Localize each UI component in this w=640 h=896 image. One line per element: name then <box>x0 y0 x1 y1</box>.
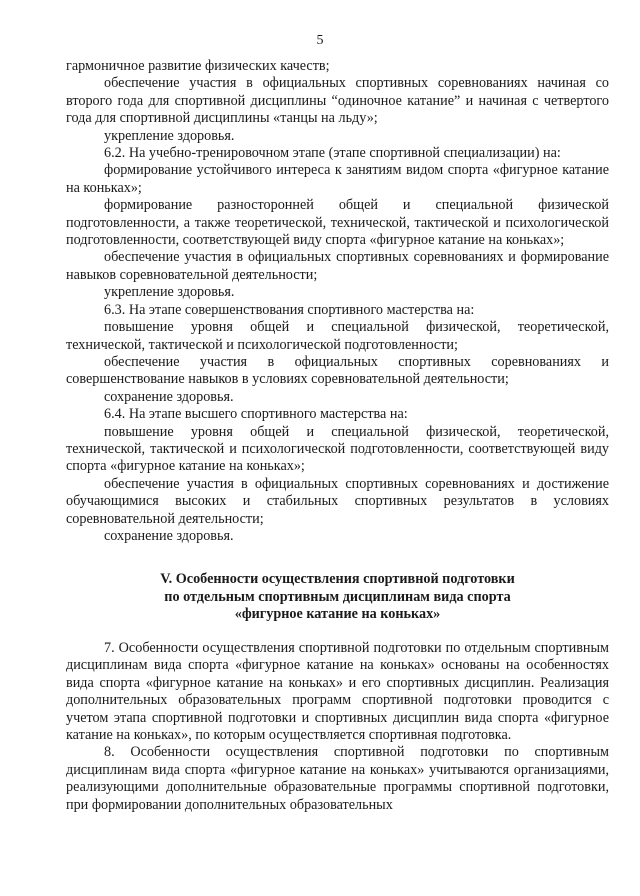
paragraph: гармоничное развитие физических качеств; <box>66 58 330 74</box>
paragraph: формирование разносторонней общей и специальной физической подготовленности, а также теоретической, технической, тактической и психологической подготовленности, соответствующей виду спорта «фигурное катание на коньках»; <box>66 197 609 249</box>
section-heading-line: по отдельным спортивным дисциплинам вида спорта <box>164 588 511 605</box>
section-heading-line: V. Особенности осуществления спортивной подготовки <box>160 571 515 587</box>
document-body-top <box>66 58 609 545</box>
paragraph: обеспечение участия в официальных спортивных соревнованиях и достижение обучающимися высоких и стабильных спортивных результатов в условиях соревновательной деятельности; <box>66 475 609 527</box>
paragraph: повышение уровня общей и специальной физической, теоретической, технической, тактической и психологической подготовленности; <box>66 319 609 353</box>
paragraph: 7. Особенности осуществления спортивной подготовки по отдельным спортивным дисциплинам вида спорта «фигурное катание на коньках» основаны на особенностях вида спорта «фигурное катание на коньках» и его спортивных дисциплин. Реализация дополнительных образовательных программ спортивной подготовки проводится с учетом этапа спортивной подготовки и спортивных дисциплин вида спорта «фигурное катание на коньках», по которым осуществляется спортивная подготовка. <box>66 640 609 744</box>
paragraph: обеспечение участия в официальных спортивных соревнованиях начиная со второго года для спортивной дисциплины “одиночное катание” и начиная с четвертого года для спортивной дисциплины «танцы на льду»; <box>66 75 609 127</box>
paragraph: обеспечение участия в официальных спортивных соревнованиях и совершенствование навыков в условиях соревновательной деятельности; <box>66 353 609 388</box>
paragraph: формирование устойчивого интереса к занятиям видом спорта «фигурное катание на коньках»; <box>66 162 609 196</box>
paragraph: 6.4. На этапе высшего спортивного мастерства на: <box>104 406 408 423</box>
section-heading <box>66 571 609 624</box>
paragraph: повышение уровня общей и специальной физической, теоретической, технической, тактической и психологической подготовленности, соответствующей виду спорта «фигурное катание на коньках»; <box>66 423 609 475</box>
paragraph: укрепление здоровья. <box>104 127 235 144</box>
page-number: 5 <box>316 33 324 48</box>
paragraph: обеспечение участия в официальных спортивных соревнованиях и формирование навыков соревновательной деятельности; <box>66 249 609 283</box>
paragraph: 6.2. На учебно-тренировочном этапе (этапе спортивной специализации) на: <box>104 145 561 162</box>
paragraph: 8. Особенности осуществления спортивной подготовки по спортивным дисциплинам вида спорта «фигурное катание на коньках» учитываются организациями, реализующими дополнительные образовательные программы спортивной подготовки, при формировании дополнительных образовательных <box>66 744 609 813</box>
section-heading-line: «фигурное катание на коньках» <box>234 606 441 622</box>
paragraph: сохранение здоровья. <box>104 388 234 405</box>
paragraph: 6.3. На этапе совершенствования спортивного мастерства на: <box>104 301 475 318</box>
document-body-bottom <box>66 640 609 814</box>
paragraph: сохранение здоровья. <box>104 527 234 544</box>
paragraph: укрепление здоровья. <box>104 284 235 301</box>
